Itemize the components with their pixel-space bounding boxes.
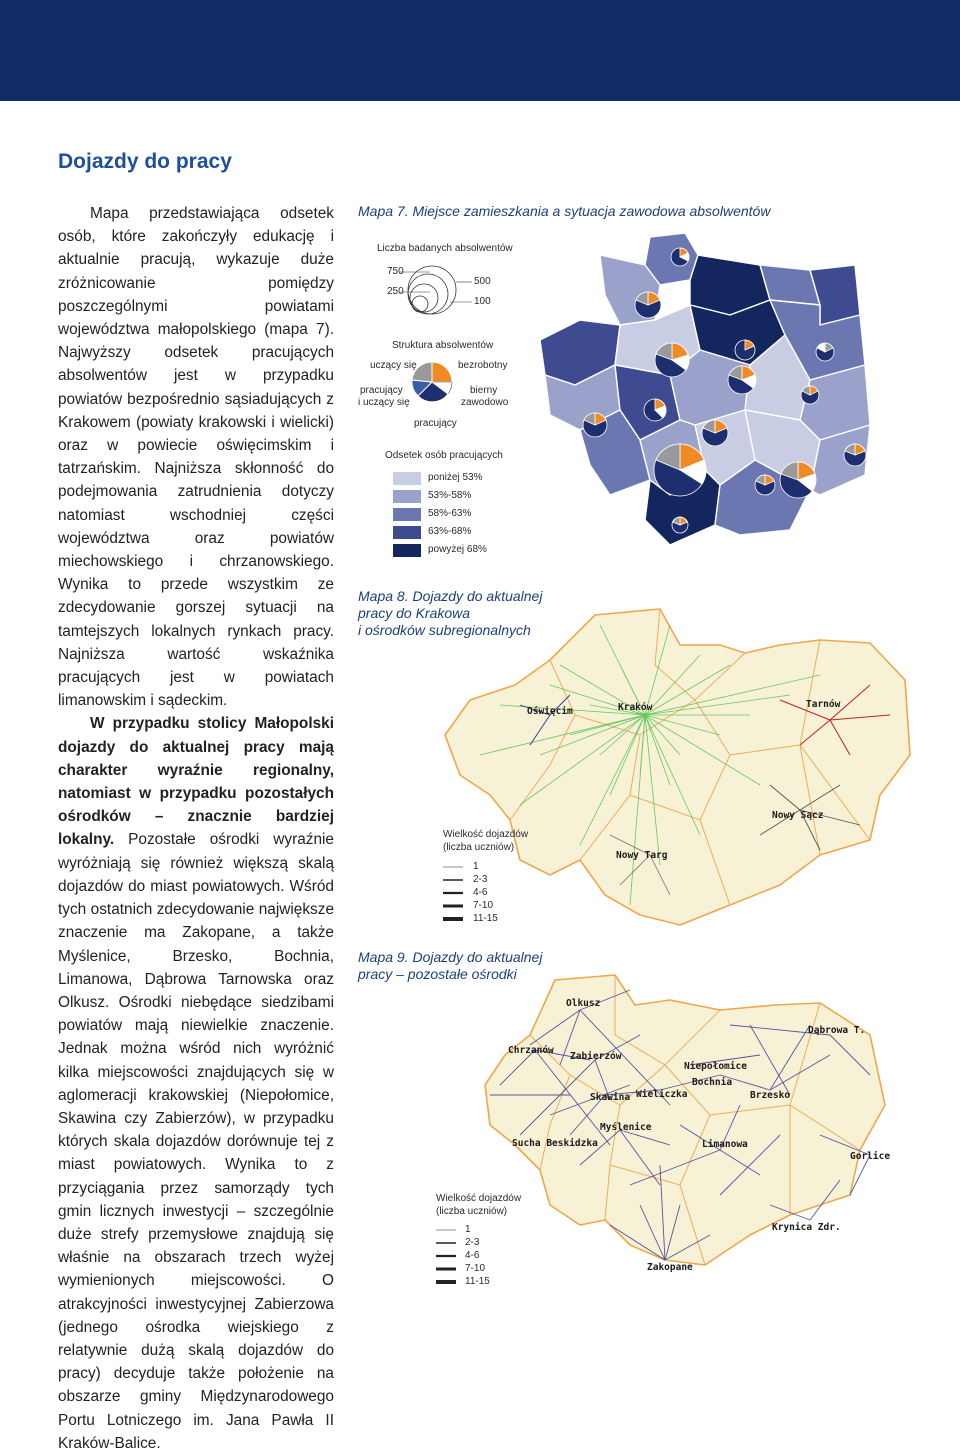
map8-label-oswiecim: Oświęcim: [527, 706, 573, 717]
swatch-2: [393, 490, 421, 503]
paragraph-1: Mapa przedstawiająca odsetek osób, które zakończyły edukację i aktualnie pracują, wykazuje duże zróżnicowanie pomiędzy poszczególnymi powiatami województwa małopolskiego (mapa 7). Najwyższy odsetek pracujących absolwentów jest w przypadku powiatów bezpośrednio sąsiadujących z Krakowem (powiaty krakowski i wielicki) oraz w powiecie oświęcimskim i tatrzańskim. Najniższa skłonność do podejmowania zatrudnienia dotyczy natomiast wschodniej części województwa oraz powiatów miechowskiego i chrzanowskiego. Wynika to przede wszystkim ze zdecydowanie gorszej sytuacji na tamtejszych lokalnych rynkach pracy. Najniższa wartość wskaźnika pracujących jest w powiatach limanowskim i sądeckim.: [58, 205, 334, 710]
map9-label-krynica: Krynica Zdr.: [772, 1222, 841, 1233]
legend-working: pracujący: [414, 418, 457, 429]
map8-label-nowysacz: Nowy Sącz: [772, 810, 824, 821]
swatch-3: [393, 508, 421, 521]
map9-class-5: 11-15: [465, 1276, 490, 1287]
map9-label-dabrowa: Dąbrowa T.: [808, 1025, 866, 1036]
map9-class-2: 2-3: [465, 1237, 480, 1248]
swatch-4: [393, 526, 421, 539]
size-label-250: 250: [387, 286, 404, 297]
map7-size-legend-title: Liczba badanych absolwentów: [377, 243, 513, 254]
header-bar: [0, 0, 960, 101]
swatch-5: [393, 544, 421, 557]
map9-label-myslenice: Myślenice: [600, 1122, 652, 1133]
map7-size-circles: [360, 260, 510, 320]
legend-inactive-2: zawodowo: [461, 397, 509, 408]
paragraph-2-body: Pozostałe ośrodki wyraźnie wyróżniają się również większą skalą dojazdów do miast powiatowych. Wśród tych ostatnich zdecydowanie największe znaczenie ma Zakopane, a także Myślenice, Brzesko, Bochnia, Limanowa, Dąbrowa Tarnowska oraz Olkusz. Ośrodki niebędące siedzibami powiatów mają niewielkie znaczenie. Jednak można wśród nich wyróżnić kilka miejscowości znajdujących się w aglomeracji krakowskiej (Niepołomice, Skawina czy Zabierzów), w przypadku których skala dojazdów dorównuje tej z miast powiatowych. Wynika to z przyciągania przez samorządy tych gmin licznych inwestycji – szczególnie duże strefy przemysłowe znajdują się właśnie na obszarach trzech wyżej wymienionych miejscowości. O atrakcyjności inwestycyjnej Zabierzowa (jednego ośrodka wiejskiego z relatywnie dużą skalą dojazdów do pracy) decyduje także położenie na obszarze gminy Międzynarodowego Portu Lotniczego im. Jana Pawła II Kraków-Balice.: [58, 831, 334, 1452]
map9-label-brzesko: Brzesko: [750, 1090, 791, 1101]
map9-legend-lines: [434, 1225, 458, 1291]
map9-label-bochnia: Bochnia: [692, 1077, 733, 1088]
map8-class-4: 7-10: [473, 900, 494, 911]
map9-legend-title-2: (liczba uczniów): [436, 1206, 508, 1217]
share-label-5: powyżej 68%: [428, 544, 487, 555]
map8-class-5: 11-15: [473, 913, 498, 924]
map8-legend-title-2: (liczba uczniów): [443, 842, 515, 853]
map8-label-tarnow: Tarnów: [806, 699, 841, 710]
map8-class-3: 4-6: [473, 887, 488, 898]
map8-label-krakow: Kraków: [618, 702, 653, 713]
map9-legend-title-1: Wielkość dojazdów: [436, 1193, 522, 1204]
map7-caption: Mapa 7. Miejsce zamieszkania a sytuacja zawodowa absolwentów: [358, 203, 771, 219]
legend-working-learning-2: i uczący się: [358, 397, 410, 408]
share-label-1: poniżej 53%: [428, 472, 483, 483]
map8-legend-title-1: Wielkość dojazdów: [443, 829, 529, 840]
map9-label-wieliczka: Wieliczka: [636, 1089, 688, 1100]
map9-label-limanowa: Limanowa: [702, 1139, 748, 1150]
map9-flows: [430, 965, 920, 1285]
size-label-100: 100: [474, 296, 491, 307]
map9-caption-line1: Mapa 9. Dojazdy do aktualnej: [358, 949, 543, 965]
map7-share-title: Odsetek osób pracujących: [385, 450, 503, 461]
legend-working-learning-1: pracujący: [360, 385, 403, 396]
map9-class-3: 4-6: [465, 1250, 480, 1261]
legend-inactive-1: bierny: [470, 385, 498, 396]
map7-structure-title: Struktura absolwentów: [392, 340, 494, 351]
map8-class-1: 1: [473, 861, 479, 872]
map8-class-2: 2-3: [473, 874, 488, 885]
map9-label-niepolomice: Niepołomice: [684, 1061, 747, 1072]
share-label-2: 53%-58%: [428, 490, 472, 501]
size-label-750: 750: [387, 266, 404, 277]
legend-learning: uczący się: [370, 360, 417, 371]
map8-caption-line1: Mapa 8. Dojazdy do aktualnej: [358, 588, 543, 604]
legend-unemployed: bezrobotny: [458, 360, 508, 371]
map9-label-sucha: Sucha Beskidzka: [512, 1138, 598, 1149]
map9-class-4: 7-10: [465, 1263, 486, 1274]
map9-label-skawina: Skawina: [590, 1092, 631, 1103]
share-label-3: 58%-63%: [428, 508, 472, 519]
map9-label-gorlice: Gorlice: [850, 1151, 891, 1162]
map9-label-olkusz: Olkusz: [566, 998, 601, 1009]
map8-region: [445, 609, 910, 925]
map9-caption-line2: pracy – pozostałe ośrodki: [358, 966, 517, 982]
article-text: [58, 202, 334, 1455]
share-label-4: 63%-68%: [428, 526, 472, 537]
swatch-1: [393, 472, 421, 485]
size-label-500: 500: [474, 276, 491, 287]
map8-label-nowytarg: Nowy Targ: [616, 850, 668, 861]
map9-label-chrzanow: Chrzanów: [508, 1045, 554, 1056]
map9-label-zakopane: Zakopane: [647, 1262, 693, 1273]
map9-class-1: 1: [465, 1224, 471, 1235]
map8-caption-line2: pracy do Krakowa: [358, 605, 471, 621]
paragraph-2-lead: W przypadku stolicy Małopolski dojazdy do aktualnej pracy mają charakter wyraźnie regionalny, natomiast w przypadku pozostałych ośrodków – znacznie bardziej lokalny.: [58, 715, 334, 849]
map8-caption-line3: i ośrodków subregionalnych: [358, 622, 531, 638]
map8-legend-lines: [441, 862, 465, 928]
structure-legend-pie: [410, 360, 460, 410]
map7-choropleth: [520, 225, 880, 570]
map9-label-zabierzow: Zabierzów: [570, 1051, 622, 1062]
page-title: Dojazdy do pracy: [58, 150, 232, 173]
paragraph-2: [58, 712, 334, 1455]
